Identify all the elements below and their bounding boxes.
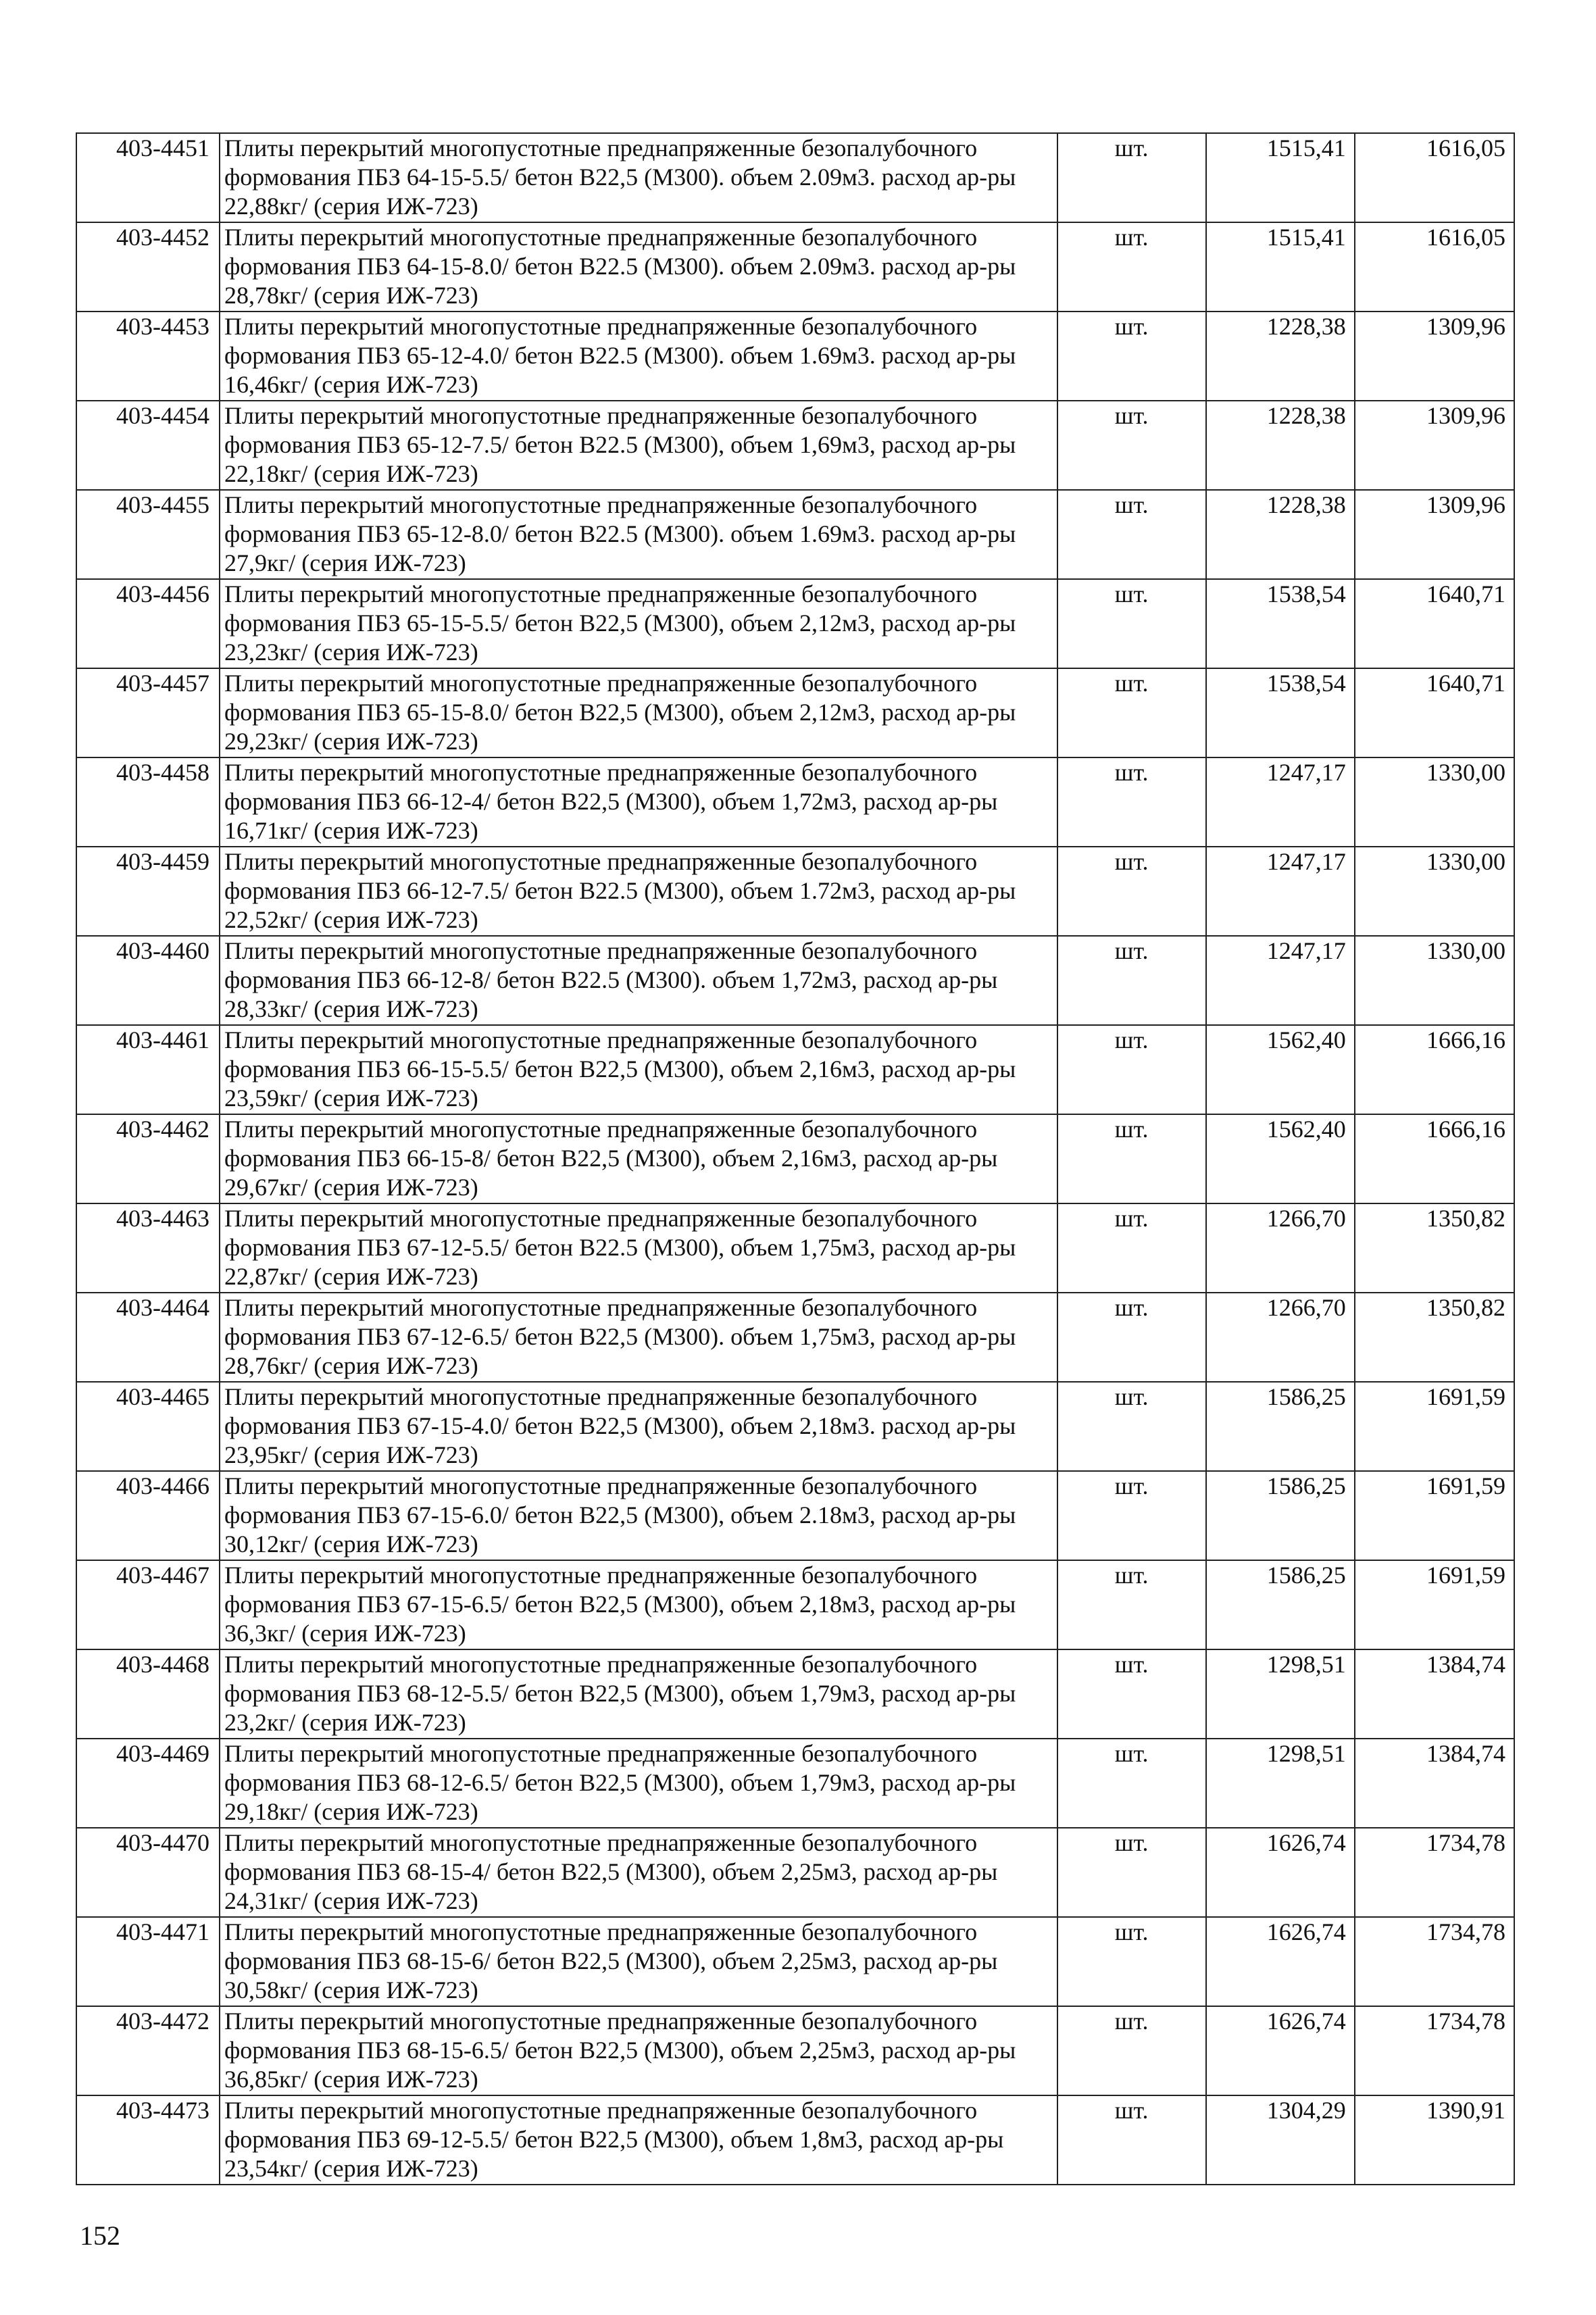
- item-code: 403-4468: [76, 1649, 220, 1739]
- table-row: [76, 1293, 1514, 1382]
- item-unit: шт.: [1057, 1649, 1206, 1739]
- item-unit: шт.: [1057, 222, 1206, 312]
- item-unit: шт.: [1057, 2095, 1206, 2185]
- item-code: 403-4473: [76, 2095, 220, 2185]
- item-price-1: 1626,74: [1206, 1828, 1355, 1917]
- item-description: Плиты перекрытий многопустотные преднапряженные безопалубочного формования ПБЗ 65-15-5.5/ бетон В22,5 (М300), объем 2,12м3, расход ар-ры 23,23кг/ (серия ИЖ-723): [220, 579, 1057, 668]
- item-unit: шт.: [1057, 1025, 1206, 1114]
- item-description: Плиты перекрытий многопустотные преднапряженные безопалубочного формования ПБЗ 64-15-5.5/ бетон В22,5 (М300). объем 2.09м3. расход ар-ры 22,88кг/ (серия ИЖ-723): [220, 133, 1057, 222]
- table-row: [76, 1025, 1514, 1114]
- item-price-2: 1691,59: [1355, 1471, 1514, 1560]
- item-description: Плиты перекрытий многопустотные преднапряженные безопалубочного формования ПБЗ 64-15-8.0/ бетон В22.5 (М300). объем 2.09м3. расход ар-ры 28,78кг/ (серия ИЖ-723): [220, 222, 1057, 312]
- item-unit: шт.: [1057, 133, 1206, 222]
- item-unit: шт.: [1057, 1382, 1206, 1471]
- item-description: Плиты перекрытий многопустотные преднапряженные безопалубочного формования ПБЗ 68-15-4/ бетон В22,5 (М300), объем 2,25м3, расход ар-ры 24,31кг/ (серия ИЖ-723): [220, 1828, 1057, 1917]
- item-price-1: 1586,25: [1206, 1471, 1355, 1560]
- item-unit: шт.: [1057, 312, 1206, 401]
- item-unit: шт.: [1057, 1203, 1206, 1293]
- item-price-2: 1734,78: [1355, 1917, 1514, 2006]
- item-unit: шт.: [1057, 1114, 1206, 1203]
- item-code: 403-4466: [76, 1471, 220, 1560]
- item-code: 403-4458: [76, 757, 220, 847]
- item-price-1: 1298,51: [1206, 1649, 1355, 1739]
- item-price-2: 1384,74: [1355, 1739, 1514, 1828]
- item-code: 403-4464: [76, 1293, 220, 1382]
- item-code: 403-4454: [76, 401, 220, 490]
- item-code: 403-4451: [76, 133, 220, 222]
- item-unit: шт.: [1057, 1828, 1206, 1917]
- item-description: Плиты перекрытий многопустотные преднапряженные безопалубочного формования ПБЗ 66-15-8/ бетон В22,5 (М300), объем 2,16м3, расход ар-ры 29,67кг/ (серия ИЖ-723): [220, 1114, 1057, 1203]
- item-description: Плиты перекрытий многопустотные преднапряженные безопалубочного формования ПБЗ 67-15-6.5/ бетон В22,5 (М300), объем 2,18м3, расход ар-ры 36,3кг/ (серия ИЖ-723): [220, 1560, 1057, 1649]
- table-row: [76, 133, 1514, 222]
- item-price-2: 1734,78: [1355, 1828, 1514, 1917]
- item-price-1: 1538,54: [1206, 668, 1355, 757]
- table-row: [76, 401, 1514, 490]
- item-price-2: 1309,96: [1355, 312, 1514, 401]
- table-row: [76, 579, 1514, 668]
- table-row: [76, 222, 1514, 312]
- item-unit: шт.: [1057, 936, 1206, 1025]
- item-description: Плиты перекрытий многопустотные преднапряженные безопалубочного формования ПБЗ 66-12-8/ бетон В22.5 (М300). объем 1,72м3, расход ар-ры 28,33кг/ (серия ИЖ-723): [220, 936, 1057, 1025]
- item-code: 403-4461: [76, 1025, 220, 1114]
- item-price-1: 1247,17: [1206, 847, 1355, 936]
- item-code: 403-4455: [76, 490, 220, 579]
- item-code: 403-4467: [76, 1560, 220, 1649]
- table-row: [76, 936, 1514, 1025]
- item-code: 403-4472: [76, 2006, 220, 2095]
- item-price-2: 1390,91: [1355, 2095, 1514, 2185]
- item-code: 403-4471: [76, 1917, 220, 2006]
- table-row: [76, 668, 1514, 757]
- item-unit: шт.: [1057, 401, 1206, 490]
- item-unit: шт.: [1057, 1293, 1206, 1382]
- item-price-2: 1330,00: [1355, 757, 1514, 847]
- item-price-1: 1298,51: [1206, 1739, 1355, 1828]
- item-unit: шт.: [1057, 1917, 1206, 2006]
- item-code: 403-4453: [76, 312, 220, 401]
- item-price-1: 1228,38: [1206, 312, 1355, 401]
- item-description: Плиты перекрытий многопустотные преднапряженные безопалубочного формования ПБЗ 68-12-6.5/ бетон В22,5 (М300), объем 1,79м3, расход ар-ры 29,18кг/ (серия ИЖ-723): [220, 1739, 1057, 1828]
- item-price-2: 1691,59: [1355, 1560, 1514, 1649]
- item-price-2: 1384,74: [1355, 1649, 1514, 1739]
- item-description: Плиты перекрытий многопустотные преднапряженные безопалубочного формования ПБЗ 67-15-4.0/ бетон В22,5 (М300), объем 2,18м3. расход ар-ры 23,95кг/ (серия ИЖ-723): [220, 1382, 1057, 1471]
- item-code: 403-4457: [76, 668, 220, 757]
- item-price-2: 1666,16: [1355, 1025, 1514, 1114]
- item-price-1: 1562,40: [1206, 1114, 1355, 1203]
- item-price-2: 1640,71: [1355, 668, 1514, 757]
- table-row: [76, 1828, 1514, 1917]
- item-price-2: 1350,82: [1355, 1203, 1514, 1293]
- item-unit: шт.: [1057, 847, 1206, 936]
- item-description: Плиты перекрытий многопустотные преднапряженные безопалубочного формования ПБЗ 66-15-5.5/ бетон В22,5 (М300), объем 2,16м3, расход ар-ры 23,59кг/ (серия ИЖ-723): [220, 1025, 1057, 1114]
- item-price-1: 1562,40: [1206, 1025, 1355, 1114]
- item-description: Плиты перекрытий многопустотные преднапряженные безопалубочного формования ПБЗ 67-15-6.0/ бетон В22,5 (М300), объем 2.18м3, расход ар-ры 30,12кг/ (серия ИЖ-723): [220, 1471, 1057, 1560]
- item-description: Плиты перекрытий многопустотные преднапряженные безопалубочного формования ПБЗ 66-12-7.5/ бетон В22.5 (М300), объем 1.72м3, расход ар-ры 22,52кг/ (серия ИЖ-723): [220, 847, 1057, 936]
- item-price-2: 1616,05: [1355, 133, 1514, 222]
- item-unit: шт.: [1057, 2006, 1206, 2095]
- item-unit: шт.: [1057, 490, 1206, 579]
- item-price-2: 1666,16: [1355, 1114, 1514, 1203]
- item-code: 403-4456: [76, 579, 220, 668]
- item-price-1: 1626,74: [1206, 1917, 1355, 2006]
- table-row: [76, 1560, 1514, 1649]
- item-description: Плиты перекрытий многопустотные преднапряженные безопалубочного формования ПБЗ 65-12-7.5/ бетон В22.5 (М300), объем 1,69м3, расход ар-ры 22,18кг/ (серия ИЖ-723): [220, 401, 1057, 490]
- item-price-2: 1309,96: [1355, 401, 1514, 490]
- table-row: [76, 2095, 1514, 2185]
- item-code: 403-4462: [76, 1114, 220, 1203]
- item-description: Плиты перекрытий многопустотные преднапряженные безопалубочного формования ПБЗ 65-12-8.0/ бетон В22.5 (М300). объем 1.69м3. расход ар-ры 27,9кг/ (серия ИЖ-723): [220, 490, 1057, 579]
- item-unit: шт.: [1057, 757, 1206, 847]
- item-price-2: 1691,59: [1355, 1382, 1514, 1471]
- item-description: Плиты перекрытий многопустотные преднапряженные безопалубочного формования ПБЗ 65-15-8.0/ бетон В22,5 (М300), объем 2,12м3, расход ар-ры 29,23кг/ (серия ИЖ-723): [220, 668, 1057, 757]
- item-description: Плиты перекрытий многопустотные преднапряженные безопалубочного формования ПБЗ 66-12-4/ бетон В22,5 (М300), объем 1,72м3, расход ар-ры 16,71кг/ (серия ИЖ-723): [220, 757, 1057, 847]
- table-row: [76, 1114, 1514, 1203]
- item-description: Плиты перекрытий многопустотные преднапряженные безопалубочного формования ПБЗ 67-12-5.5/ бетон В22.5 (М300), объем 1,75м3, расход ар-ры 22,87кг/ (серия ИЖ-723): [220, 1203, 1057, 1293]
- item-description: Плиты перекрытий многопустотные преднапряженные безопалубочного формования ПБЗ 68-15-6/ бетон В22,5 (М300), объем 2,25м3, расход ар-ры 30,58кг/ (серия ИЖ-723): [220, 1917, 1057, 2006]
- item-code: 403-4469: [76, 1739, 220, 1828]
- item-code: 403-4459: [76, 847, 220, 936]
- table-row: [76, 1917, 1514, 2006]
- item-price-2: 1734,78: [1355, 2006, 1514, 2095]
- item-price-2: 1330,00: [1355, 847, 1514, 936]
- item-price-1: 1586,25: [1206, 1382, 1355, 1471]
- item-price-2: 1640,71: [1355, 579, 1514, 668]
- item-unit: шт.: [1057, 668, 1206, 757]
- table-row: [76, 1649, 1514, 1739]
- item-price-1: 1247,17: [1206, 936, 1355, 1025]
- item-price-2: 1309,96: [1355, 490, 1514, 579]
- table-row: [76, 1471, 1514, 1560]
- item-price-1: 1515,41: [1206, 222, 1355, 312]
- item-unit: шт.: [1057, 1739, 1206, 1828]
- table-row: [76, 1203, 1514, 1293]
- item-price-1: 1538,54: [1206, 579, 1355, 668]
- item-price-2: 1350,82: [1355, 1293, 1514, 1382]
- item-description: Плиты перекрытий многопустотные преднапряженные безопалубочного формования ПБЗ 68-15-6.5/ бетон В22,5 (М300), объем 2,25м3, расход ар-ры 36,85кг/ (серия ИЖ-723): [220, 2006, 1057, 2095]
- page-number: 152: [80, 2220, 120, 2251]
- item-price-1: 1304,29: [1206, 2095, 1355, 2185]
- item-unit: шт.: [1057, 1560, 1206, 1649]
- item-code: 403-4465: [76, 1382, 220, 1471]
- item-description: Плиты перекрытий многопустотные преднапряженные безопалубочного формования ПБЗ 67-12-6.5/ бетон В22,5 (М300). объем 1,75м3, расход ар-ры 28,76кг/ (серия ИЖ-723): [220, 1293, 1057, 1382]
- price-table: [76, 132, 1515, 2185]
- item-description: Плиты перекрытий многопустотные преднапряженные безопалубочного формования ПБЗ 68-12-5.5/ бетон В22,5 (М300), объем 1,79м3, расход ар-ры 23,2кг/ (серия ИЖ-723): [220, 1649, 1057, 1739]
- table-row: [76, 847, 1514, 936]
- item-price-1: 1266,70: [1206, 1203, 1355, 1293]
- item-price-1: 1247,17: [1206, 757, 1355, 847]
- item-price-1: 1586,25: [1206, 1560, 1355, 1649]
- item-description: Плиты перекрытий многопустотные преднапряженные безопалубочного формования ПБЗ 69-12-5.5/ бетон В22,5 (М300), объем 1,8м3, расход ар-ры 23,54кг/ (серия ИЖ-723): [220, 2095, 1057, 2185]
- item-code: 403-4463: [76, 1203, 220, 1293]
- item-code: 403-4460: [76, 936, 220, 1025]
- table-row: [76, 1382, 1514, 1471]
- item-unit: шт.: [1057, 579, 1206, 668]
- table-body: [76, 133, 1514, 2185]
- item-description: Плиты перекрытий многопустотные преднапряженные безопалубочного формования ПБЗ 65-12-4.0/ бетон В22.5 (М300). объем 1.69м3. расход ар-ры 16,46кг/ (серия ИЖ-723): [220, 312, 1057, 401]
- item-price-1: 1266,70: [1206, 1293, 1355, 1382]
- item-price-1: 1626,74: [1206, 2006, 1355, 2095]
- table-row: [76, 490, 1514, 579]
- table-row: [76, 2006, 1514, 2095]
- item-price-2: 1616,05: [1355, 222, 1514, 312]
- item-code: 403-4452: [76, 222, 220, 312]
- table-row: [76, 1739, 1514, 1828]
- item-unit: шт.: [1057, 1471, 1206, 1560]
- item-price-1: 1228,38: [1206, 490, 1355, 579]
- table-row: [76, 312, 1514, 401]
- item-code: 403-4470: [76, 1828, 220, 1917]
- table-row: [76, 757, 1514, 847]
- item-price-2: 1330,00: [1355, 936, 1514, 1025]
- item-price-1: 1515,41: [1206, 133, 1355, 222]
- item-price-1: 1228,38: [1206, 401, 1355, 490]
